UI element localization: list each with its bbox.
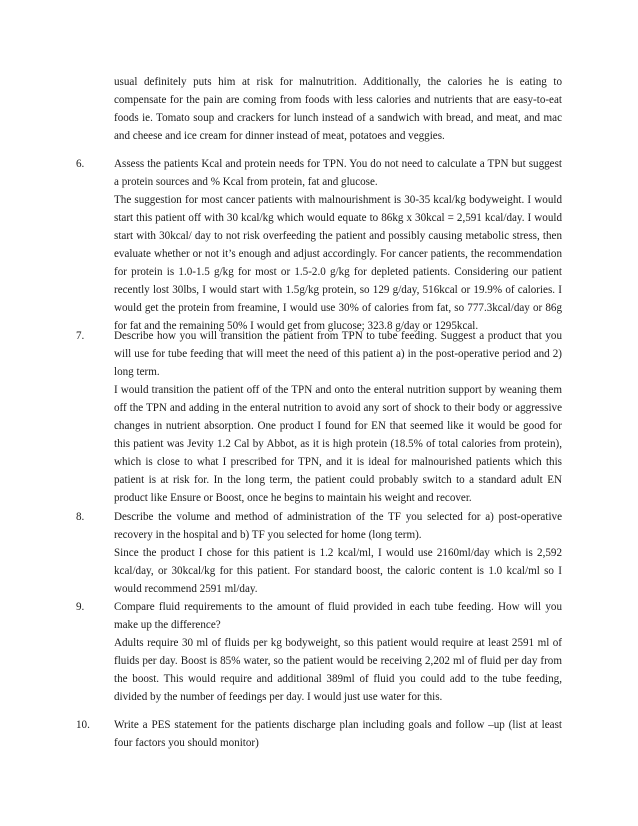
answer-7: I would transition the patient off of the TPN and onto the enteral nutrition support by weaning them off the TPN and adding in the enteral nutrition to avoid any sort of shock to their body or aggressive changes in nutrient absorption. One product I found for EN that seemed like it would be good for this patient was Jevity 1.2 Cal by Abbot, as it is high protein (18.5% of total calories from protein), which is close to what I prescribed for TPN, and it is ideal for malnourished patients which this patient is at risk for. In the long term, the patient could probably switch to a standard adult EN product like Ensure or Boost, once he begins to maintain his weight and recover.: [114, 384, 562, 504]
item-number-7: 7.: [76, 330, 85, 342]
question-7: Describe how you will transition the patient from TPN to tube feeding. Suggest a product that you will use for tube feeding that will meet the need of this patient a) in the post-operative period and 2) long term.: [114, 330, 562, 378]
question-8: Describe the volume and method of administration of the TF you selected for a) post-operative recovery in the hospital and b) TF you selected for home (long term).: [114, 511, 562, 541]
item-number-10: 10.: [76, 719, 90, 731]
item-number-6: 6.: [76, 158, 85, 170]
question-9: Compare fluid requirements to the amount of fluid provided in each tube feeding. How will you make up the difference?: [114, 601, 562, 631]
intro-paragraph: usual definitely puts him at risk for malnutrition. Additionally, the calories he is eating to compensate for the pain are coming from foods with less calories and nutrients that are easy-to-eat foods ie. Tomato soup and crackers for lunch instead of a sandwich with bread, and meat, and mac and cheese and ice cream for dinner instead of meat, potatoes and veggies.: [114, 76, 562, 142]
item-number-8: 8.: [76, 511, 85, 523]
answer-6: The suggestion for most cancer patients with malnourishment is 30-35 kcal/kg bodyweight. I would start this patient off with 30 kcal/kg which would equate to 86kg x 30kcal = 2,591 kcal/day. I would start with 30kcal/ day to not risk overfeeding the patient and possibly causing metabolic stress, then evaluate whether or not it’s enough and adjust accordingly. For cancer patients, the recommendation for protein is 1.0-1.5 g/kg for most or 1.5-2.0 g/kg for depleted patients. Considering our patient recently lost 30lbs, I would start with 1.5g/kg protein, so 129 g/day, 516kcal or 19.9% of calories. I would get the protein from freamine, I would use 30% of calories from fat, so 777.3kcal/day or 86g for fat and the remaining 50% I would get from glucose; 323.8 g/day or 1295kcal.: [114, 194, 562, 332]
answer-9: Adults require 30 ml of fluids per kg bodyweight, so this patient would require at least 2591 ml of fluids per day. Boost is 85% water, so the patient would be receiving 2,202 ml of fluid per day from the boost. This would require and additional 389ml of fluid you could add to the tube feeding, divided by the number of feedings per day. I would just use water for this.: [114, 637, 562, 703]
item-number-9: 9.: [76, 601, 85, 613]
question-6: Assess the patients Kcal and protein needs for TPN. You do not need to calculate a TPN but suggest a protein sources and % Kcal from protein, fat and glucose.: [114, 158, 562, 188]
question-10: Write a PES statement for the patients discharge plan including goals and follow –up (list at least four factors you should monitor): [114, 719, 562, 749]
answer-8: Since the product I chose for this patient is 1.2 kcal/ml, I would use 2160ml/day which is 2,592 kcal/day, or 30kcal/kg for this patient. For standard boost, the caloric content is 1.0 kcal/ml so I would recommend 2591 ml/day.: [114, 547, 562, 595]
